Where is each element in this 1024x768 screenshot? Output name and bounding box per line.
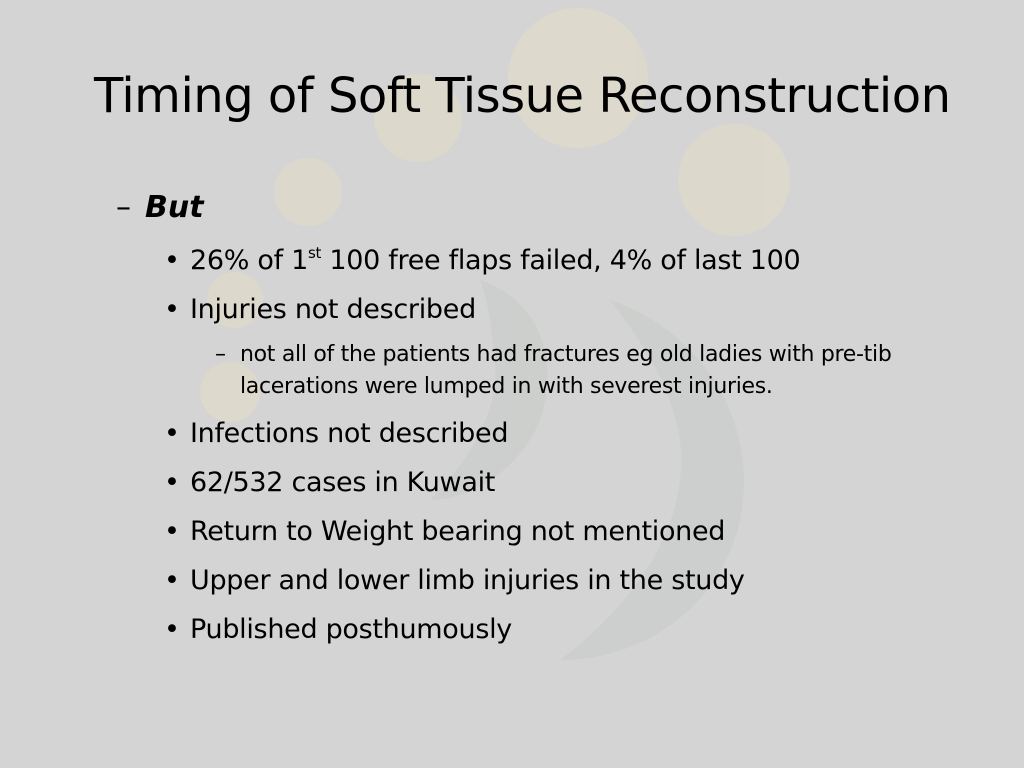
dot-bullet: • xyxy=(164,467,180,498)
dot-bullet: • xyxy=(164,614,180,645)
bullet-text-post: 100 free flaps failed, 4% of last 100 xyxy=(321,245,801,276)
dash-bullet: – xyxy=(116,190,131,225)
bullet-text: 62/532 cases in Kuwait xyxy=(190,467,496,498)
dot-bullet: • xyxy=(164,294,180,325)
bullet-text: Return to Weight bearing not mentioned xyxy=(190,516,726,547)
superscript: st xyxy=(307,244,322,262)
slide-title: Timing of Soft Tissue Reconstruction xyxy=(94,68,951,124)
bullet-text: Injuries not described xyxy=(190,294,476,325)
bullet-text: Published posthumously xyxy=(190,614,512,645)
dot-bullet: • xyxy=(164,565,180,596)
heading-but: But xyxy=(145,190,204,225)
dot-bullet: • xyxy=(164,516,180,547)
bullet-text: Upper and lower limb injuries in the study xyxy=(190,565,745,596)
bullet-text xyxy=(190,244,800,278)
sub-bullet-text: not all of the patients had fractures eg old ladies with pre-tib lacerations were lumped in with severest injuries. xyxy=(240,342,892,399)
bullet-text-pre: 26% of 1 xyxy=(190,245,308,276)
bullet-text: Infections not described xyxy=(190,418,509,449)
dot-bullet: • xyxy=(164,418,180,449)
dot-bullet: • xyxy=(164,245,180,276)
dash-bullet: – xyxy=(215,342,226,367)
